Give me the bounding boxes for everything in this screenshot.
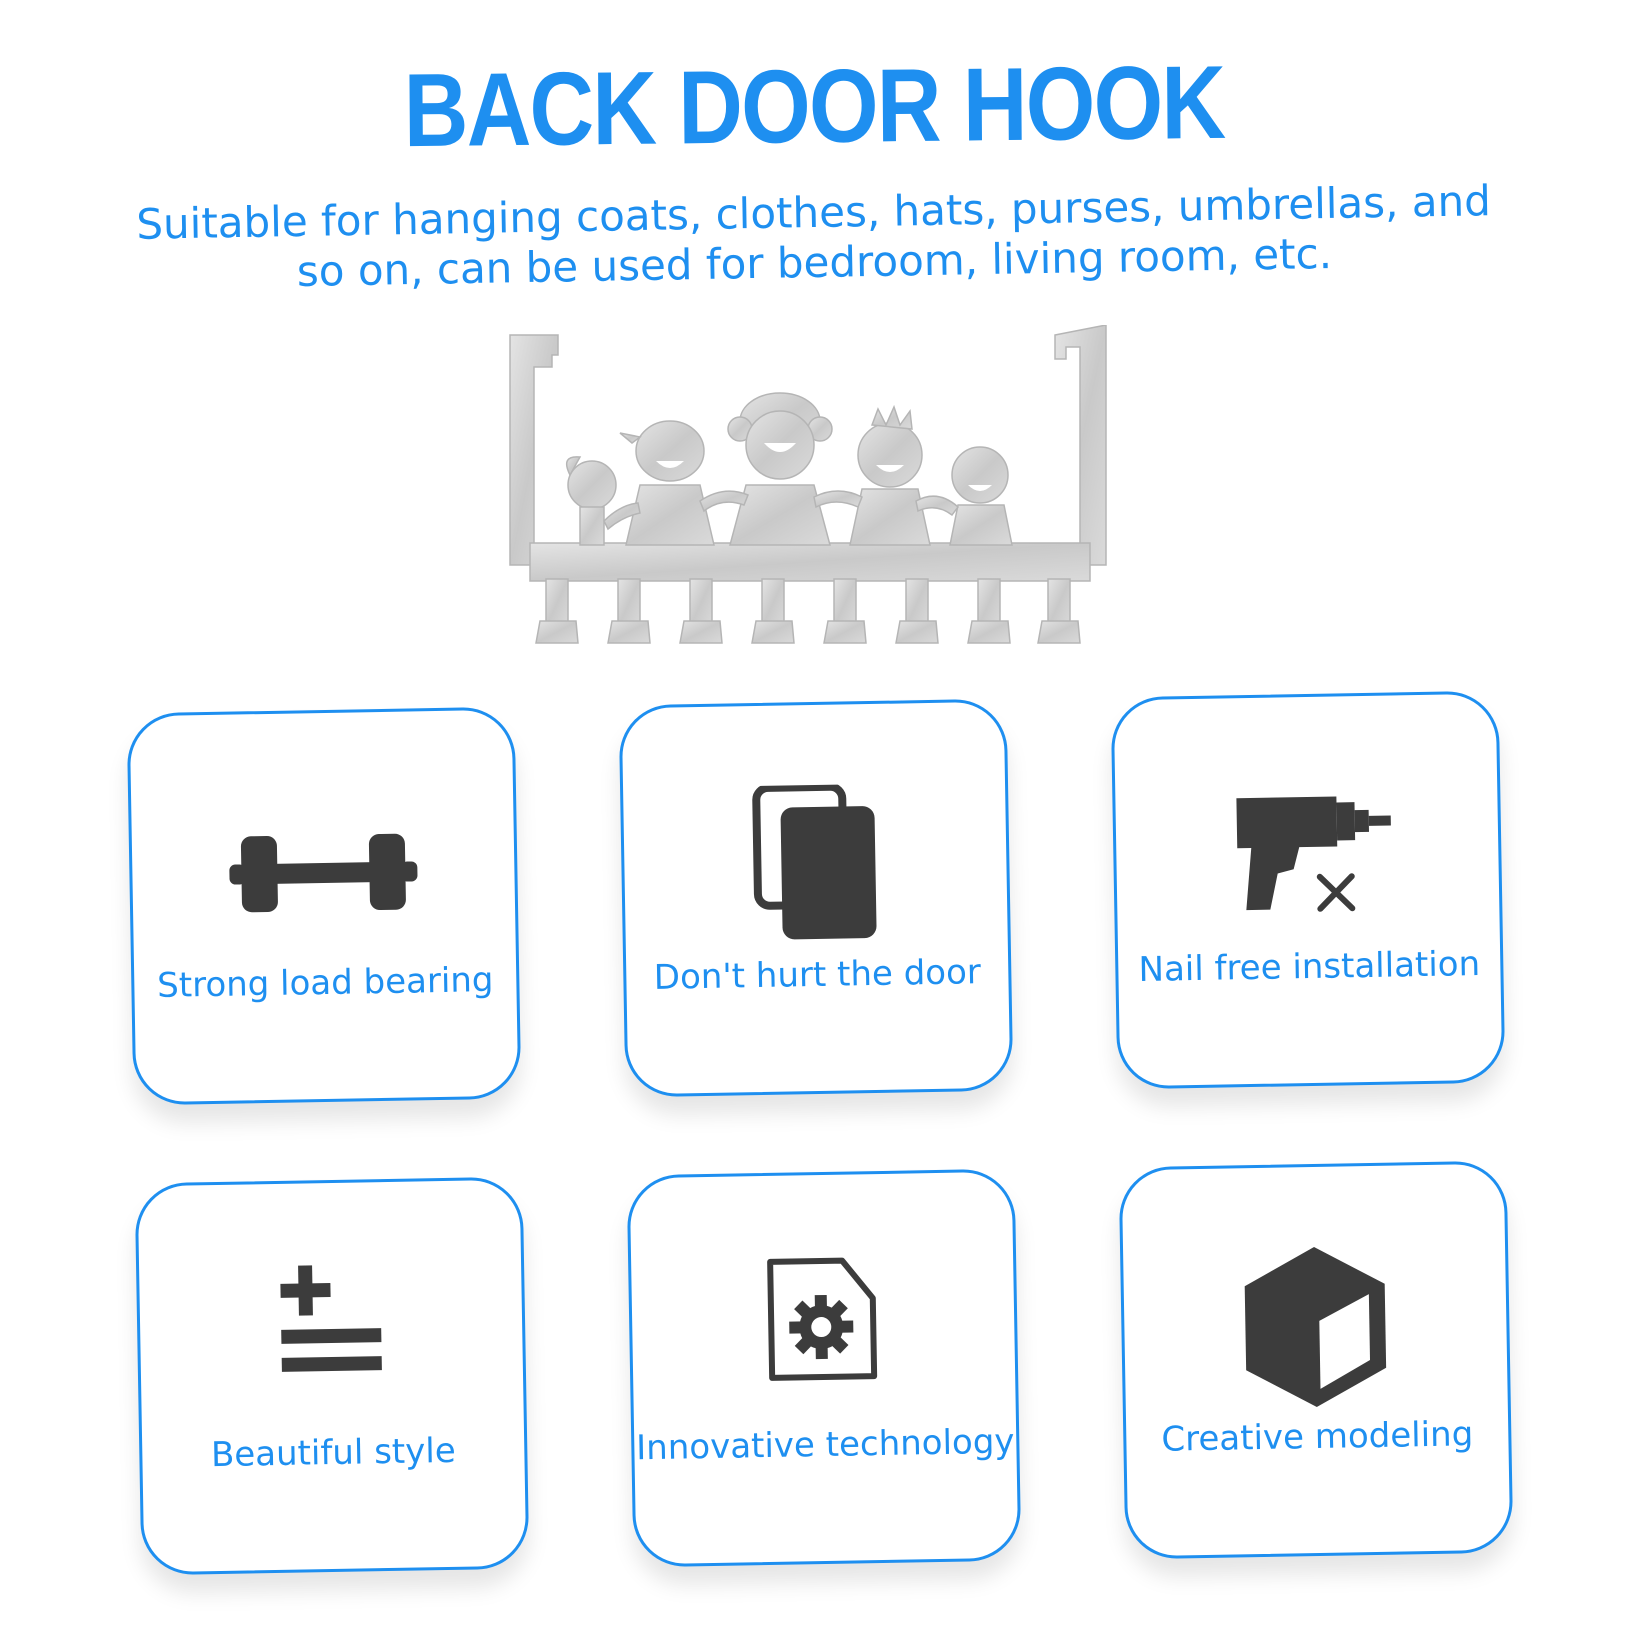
feature-card-door-safe <box>619 699 1014 1098</box>
plus-equals-icon <box>230 1261 433 1424</box>
feature-label: Creative modeling <box>1161 1414 1474 1460</box>
no-drill-icon <box>1206 775 1409 938</box>
page-title: BACK DOOR HOOK <box>403 44 1225 170</box>
settings-file-icon <box>722 1253 925 1416</box>
description-line-1: Suitable for hanging coats, clothes, hats, purses, umbrellas, and <box>135 176 1492 249</box>
cube-icon <box>1214 1245 1417 1408</box>
feature-label: Beautiful style <box>210 1430 457 1476</box>
feature-card-technology <box>627 1169 1022 1568</box>
feature-label: Strong load bearing <box>156 960 494 1006</box>
copy-pages-icon <box>714 783 917 946</box>
product-description <box>129 176 1499 300</box>
feature-label: Innovative technology <box>635 1421 1015 1469</box>
feature-card-modeling <box>1119 1161 1514 1560</box>
feature-label: Don't hurt the door <box>653 952 982 998</box>
feature-card-load-bearing <box>127 707 522 1106</box>
dumbbell-icon <box>222 791 425 954</box>
feature-label: Nail free installation <box>1138 944 1481 990</box>
feature-card-style <box>135 1177 530 1576</box>
feature-card-nail-free <box>1111 691 1506 1090</box>
description-line-2: so on, can be used for bedroom, living room, etc. <box>296 228 1333 297</box>
door-hook-product-image <box>500 325 1120 685</box>
